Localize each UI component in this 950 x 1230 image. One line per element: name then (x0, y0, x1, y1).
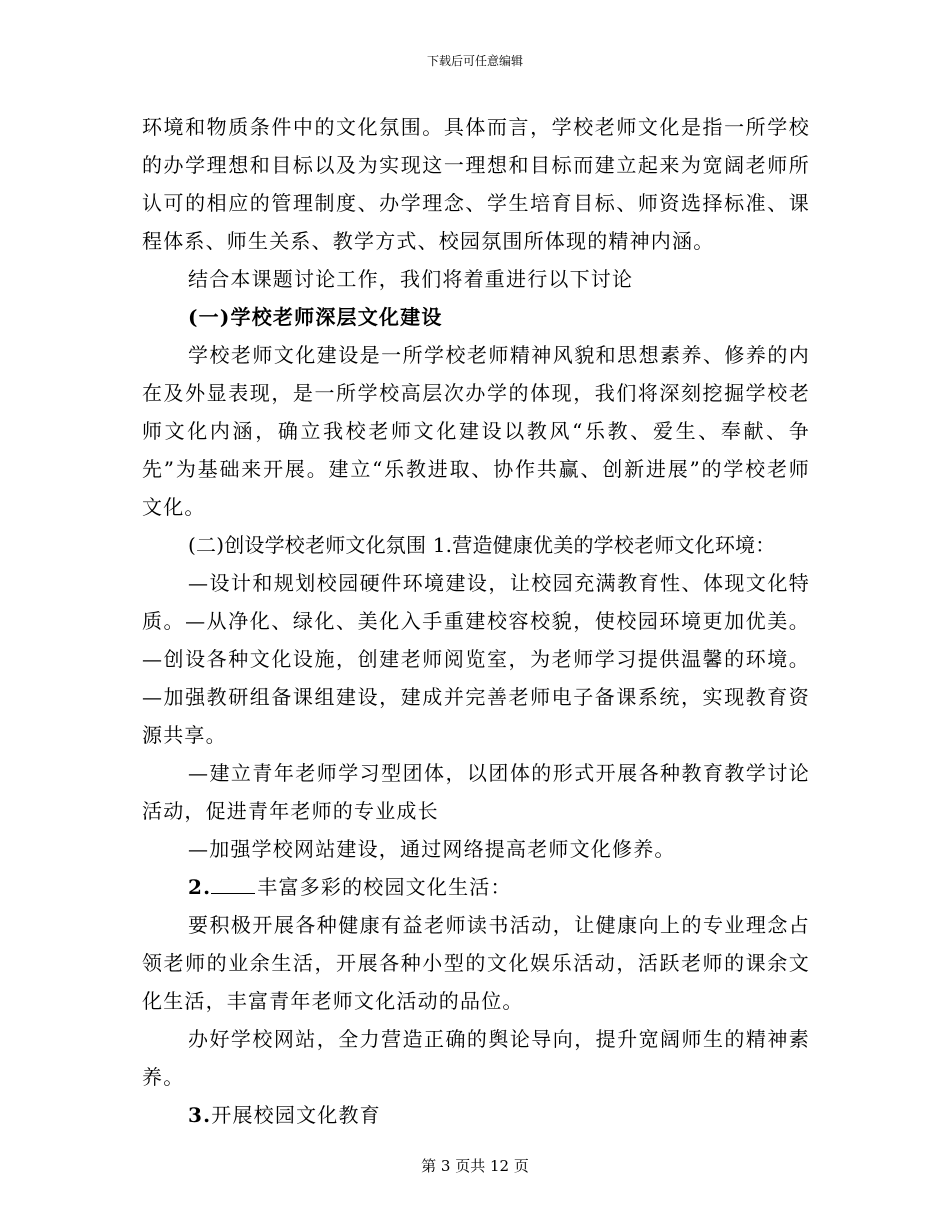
page-footer: 第 3 页共 12 页 (421, 1157, 529, 1175)
paragraph-5: —设计和规划校园硬件环境建设，让校园充满教育性、体现文化特质。—从净化、绿化、美化入手重建校容校貌，使校园环境更加优美。—创设各种文化设施，创建老师阅览室，为老师学习提供温馨的环境。—加强教研组备课组建设，建成并完善老师电子备课系统，实现教育资源共享。 (142, 571, 810, 747)
paragraph-3: 学校老师文化建设是一所学校老师精神风貌和思想素养、修养的内在及外显表现，是一所学校高层次办学的体现，我们将深刻挖掘学校老师文化内涵，确立我校老师文化建设以教风“乐教、爱生、奉献、争先”为基础来开展。建立“乐教进取、协作共赢、创新进展”的学校老师文化。 (142, 343, 810, 519)
paragraph-9: 办好学校网站，全力营造正确的舆论导向，提升宽阔师生的精神素养。 (142, 1027, 810, 1089)
paragraph-6: —建立青年老师学习型团体，以团体的形式开展各种教育教学讨论活动，促进青年老师的专业成长 (142, 761, 810, 823)
heading-3-number: 3. (188, 1103, 212, 1127)
paragraph-8: 要积极开展各种健康有益老师读书活动，让健康向上的专业理念占领老师的业余生活，开展各种小型的文化娱乐活动，活跃老师的课余文化生活，丰富青年老师文化活动的品位。 (142, 913, 810, 1013)
heading-3-text: 开展校园文化教育 (211, 1103, 381, 1127)
section-heading-2 (142, 868, 810, 906)
heading-2-number: 2. (188, 875, 212, 899)
section-heading-1: (一)学校老师深层文化建设 (188, 305, 443, 329)
paragraph-1: 环境和物质条件中的文化氛围。具体而言，学校老师文化是指一所学校的办学理想和目标以及为实现这一理想和目标而建立起来为宽阔老师所认可的相应的管理制度、办学理念、学生培育目标、师资选择标准、课程体系、师生关系、教学方式、校园氛围所体现的精神内涵。 (142, 115, 810, 253)
paragraph-2: 结合本课题讨论工作，我们将着重进行以下讨论 (188, 267, 634, 291)
paragraph-7: —加强学校网站建设，通过网络提高老师文化修养。 (188, 837, 676, 861)
paragraph-4: (二)创设学校老师文化氛围 1.营造健康优美的学校老师文化环境： (188, 533, 776, 557)
heading-2-text: 丰富多彩的校园文化生活： (257, 875, 512, 899)
section-heading-3 (142, 1096, 810, 1134)
page-header: 下载后可任意编辑 (426, 54, 523, 68)
document-body (142, 108, 810, 1134)
blank-underline (211, 875, 255, 894)
